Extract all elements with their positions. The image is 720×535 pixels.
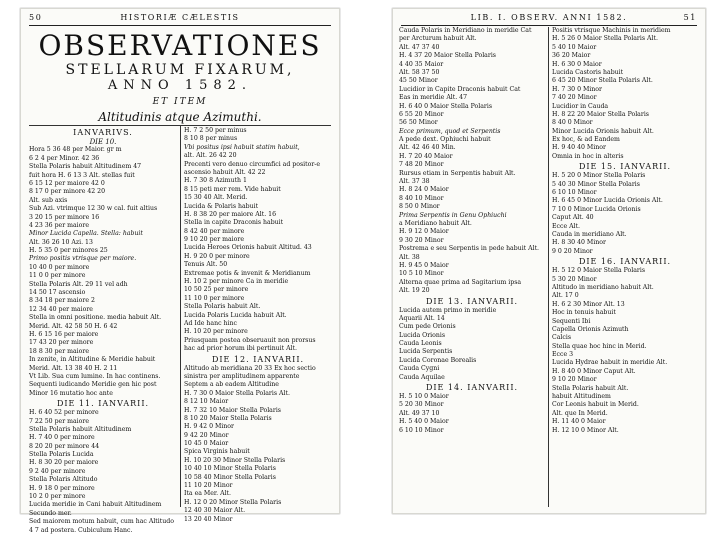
observation-line: Altitudo ab meridiana 20 33 Ex hoc sectio (184, 364, 316, 372)
observation-line: H. 12 10 0 Minor Alt. (552, 426, 619, 434)
observation-line: H. 4 37 20 Maior Stella Polaris (399, 52, 496, 60)
observation-line: Minor Lucida Capella. Stella: habuit (29, 230, 143, 238)
observation-line: H. 7 30 0 Minor (552, 85, 602, 93)
day-heading: IANVARIVS. (73, 128, 133, 137)
observation-line: H. 6 40 52 per minore (29, 409, 99, 417)
observation-line: Precenti vero denuo circumfici ad positor-e (184, 160, 321, 168)
observation-line: Priusquam postea obseruauit non prorsus (184, 336, 316, 344)
left-column-1 (29, 127, 177, 534)
left-running-title: HISTORIÆ CÆLESTIS (120, 13, 240, 22)
observation-line: fuit hora H. 6 13 3 Alt. stellas fuit (29, 171, 135, 179)
observation-line: H. 7 20 40 Maior (399, 152, 453, 160)
day-heading: DIE 11. IANVARII. (56, 399, 150, 409)
observation-line: Stella Polaris Alt. 29 11 vel adh (29, 280, 128, 288)
observation-line: Stella in capite Draconis habuit (184, 219, 284, 227)
observation-line: H. 8 40 0 Minor Caput Alt. (552, 367, 636, 375)
observation-line: Cauda Leonis (399, 340, 442, 348)
observation-line: habuit Altitudinem (552, 393, 611, 401)
observation-line: Cauda in meridiano Alt. (552, 230, 627, 238)
observation-line: 45 50 Minor (399, 77, 438, 85)
observation-line: 10 2 0 per minore (29, 493, 86, 501)
observation-line: Sequenti iudicando Meridie gen hic post (29, 381, 157, 389)
observation-line: 9 42 20 Minor (184, 431, 229, 439)
observation-line: H. 6 45 0 Minor Lucida Orionis Alt. (552, 197, 663, 205)
observation-line: 6 55 20 Minor (399, 110, 444, 118)
observation-line: Ad Ide hanc hinc (184, 319, 237, 327)
observation-line: H. 7 30 8 Azimuth 1 (184, 177, 247, 185)
observation-line: 10 5 10 Minor (399, 270, 444, 278)
observation-line: 5 30 20 Minor (552, 275, 597, 283)
observation-line: Aquarii Alt. 14 (399, 314, 445, 322)
observation-line: 6 15 12 per maiore 42 0 (29, 179, 105, 187)
observation-line: 10 40 10 Minor Stella Polaris (184, 465, 276, 473)
observation-line: H. 8 30 40 Minor (552, 239, 606, 247)
observation-line: 5 40 30 Minor Stella Polaris (552, 180, 640, 188)
observation-line: 6 10 10 Minor (399, 426, 444, 434)
observation-line: 15 30 40 Alt. Merid. (184, 194, 248, 202)
observation-line: 9 10 20 per maiore (184, 236, 245, 244)
observation-line: Alt. 58 37 50 (399, 68, 440, 76)
observation-line: Cauda Cygni (399, 365, 440, 373)
observation-line: Vbi positus ipsi habuit statim habuit, (184, 143, 300, 151)
observation-line: Cauda Polaris in Meridiano in meridie Cat (399, 27, 532, 34)
observation-line: 8 15 peti mer rem. Vide habuit (184, 185, 281, 193)
observation-line: 6 10 10 Minor (552, 189, 597, 197)
observation-line: Alt. 42 46 40 Min. (399, 144, 456, 152)
observation-line: 6 45 20 Minor Stella Polaris Alt. (552, 77, 653, 85)
observation-line: Lucida autem primo in meridie (399, 306, 497, 314)
observation-line: Stella Polaris habuit Altitudinem 47 (29, 163, 142, 171)
observation-line: Lucida meridie in Cani habuit Altitudinem (29, 501, 162, 509)
observation-line: Alt. 37 38 (399, 178, 430, 186)
observation-line: Lucida Castoris habuit (552, 68, 624, 76)
observation-line: 9 2 40 per minore (29, 467, 86, 475)
observation-line: 5 20 30 Minor (399, 401, 444, 409)
day-heading: DIE 16. IANVARII. (578, 257, 672, 267)
observation-line: Positis vtrisque Machinis in meridiem (552, 27, 671, 34)
day-heading: DIE 14. IANVARII. (425, 383, 519, 393)
observation-line: sinistra per amplitudinem apparente (184, 372, 300, 380)
observation-line: 8 34 18 per maiore 2 (29, 297, 95, 305)
observation-line: ascensio habuit Alt. 42 22 (184, 168, 266, 176)
observation-line: Calcis (552, 334, 572, 342)
observation-line: Secundo mer. (29, 509, 72, 517)
right-page-number: 51 (683, 13, 697, 22)
observation-line: Sequenti Ibi (552, 317, 591, 325)
observation-line: H. 5 40 0 Maior (399, 418, 449, 426)
column-divider (548, 27, 549, 507)
observation-line: Stella Polaris Altitudo (29, 476, 98, 484)
observation-line: Cor Leonis habuit in Merid. (552, 401, 639, 409)
observation-line: Lucida Polaris Lucida habuit Alt. (184, 311, 287, 319)
observation-line: Hoc in tenuis habuit (552, 309, 616, 317)
observation-line: 18 8 30 per maiore (29, 347, 90, 355)
observation-line: H. 5 20 0 Minor Stella Polaris (552, 172, 646, 180)
observation-line: In zenite, in Altitudine & Meridie habuit (29, 356, 156, 364)
observation-line: 56 50 Minor (399, 119, 438, 127)
observation-line: 17 43 20 per minore (29, 339, 94, 347)
observation-line: 4 23 36 per maiore (29, 221, 90, 229)
observation-line: 7 22 50 per maiore (29, 417, 90, 425)
observation-line: H. 10 2 per minore Ca in meridie (184, 278, 289, 286)
observation-line: 5 40 10 Maior (552, 43, 597, 51)
observation-line: H. 9 12 0 Maior (399, 228, 449, 236)
observation-line: 7 10 0 Minor Lucida Orionis (552, 205, 641, 213)
observation-line: DIE 10. (89, 138, 117, 146)
observation-line: Alt. 36 26 10 Azi. 13 (29, 238, 93, 246)
observation-line: 8 10 20 Maior Stella Polaris (184, 414, 272, 422)
day-heading: DIE 15. IANVARII. (578, 162, 672, 172)
observation-line: Stella Polaris Lucida (29, 451, 94, 459)
observation-line: Alt. que In Merid. (552, 409, 608, 417)
observation-line: Stella quae hoc hinc in Merid. (552, 342, 647, 350)
observation-line: 9 0 20 Minor (552, 247, 593, 255)
subtitle-anno: ANNO 1582. (107, 78, 253, 93)
observation-line: Spica Virginis habuit (184, 448, 250, 456)
observation-line: Vt Lib. Sua cum lumine. In hac continens. (29, 372, 161, 380)
observation-line: 9 30 20 Minor (399, 236, 444, 244)
observation-line: 9 10 20 Minor (552, 376, 597, 384)
right-column-1 (399, 27, 545, 509)
observation-line: 13 20 40 Minor (184, 515, 233, 523)
column-divider (180, 125, 181, 507)
observation-line: H. 9 42 0 Minor (184, 423, 234, 431)
observation-line: H. 10 20 per minore (184, 328, 248, 336)
observation-line: Lucida Heroes Orionis habuit Altitud. 43 (184, 244, 312, 252)
observation-line: 3 20 15 per minore 16 (29, 213, 100, 221)
observation-line: Lucida Hydrae habuit in meridie Alt. (552, 359, 668, 367)
observation-line: 6 2 4 per Minor. 42 36 (29, 154, 100, 162)
right-column-2 (552, 27, 698, 509)
observation-line: H. 10 20 30 Minor Stella Polaris (184, 456, 286, 464)
observation-line: H. 6 2 30 Minor Alt. 13 (552, 300, 625, 308)
observation-line: H. 8 24 0 Maior (399, 186, 449, 194)
observation-line: H. 9 20 0 per minore (184, 252, 250, 260)
observation-line: H. 7 40 0 per minore (29, 434, 95, 442)
day-heading: DIE 12. IANVARII. (211, 354, 305, 364)
observation-line: 11 10 0 per minore (184, 294, 245, 302)
observation-line: H. 7 30 0 Maior Stella Polaris Alt. (184, 389, 290, 397)
observation-line: H. 5 26 0 Maior Stella Polaris Alt. (552, 35, 658, 43)
observation-line: Stella in omni positione. media habuit Alt. (29, 314, 162, 322)
observation-line: Ecce primum, quod et Serpentis (399, 127, 501, 135)
observation-line: Lucida Orionis (399, 331, 446, 339)
observation-line: 12 40 30 Maior Alt. (184, 507, 246, 515)
observation-line: H. 7 32 10 Maior Stella Polaris (184, 406, 281, 414)
observation-line: Cum pede Orionis (399, 323, 456, 331)
observation-line: 4 7 ad postera. Cubiculum Hanc. (29, 526, 133, 534)
observation-line: Minor Lucida Orionis habuit Alt. (552, 127, 654, 135)
observation-line: Sub Azi. vtrimque 12 30 w cal. fuit altius (29, 205, 158, 213)
observation-line: Lucida & Polaris habuit (184, 202, 259, 210)
observation-line: H. 11 40 0 Maior (552, 418, 606, 426)
observation-line: Ita ea Mer. Alt. (184, 490, 232, 498)
observation-line: 8 17 0 per minore 42 20 (29, 188, 106, 196)
observation-line: Hora 5 36 48 per Maior. gr m (29, 146, 122, 154)
observation-line: 10 45 0 Maior (184, 440, 229, 448)
left-page (20, 8, 340, 534)
observation-line: per Arcturum habuit Alt. (399, 35, 477, 43)
observation-line: Merid. Alt. 42 58 50 H. 6 42 (29, 322, 118, 330)
observation-line: Merid. Alt. 13 38 40 H. 2 11 (29, 364, 118, 372)
observation-line: Ex hoc, & ad Eandem (552, 136, 620, 144)
observation-line: Stella Polaris habuit Alt. (184, 303, 261, 311)
observation-line: 8 40 0 Minor (552, 119, 593, 127)
observation-line: Prima Serpentis in Genu Ophiuchi (399, 211, 507, 219)
observation-line: Lucida Serpentis (399, 348, 453, 356)
observation-line: Cauda Aquilae (399, 373, 445, 381)
observation-line: Ecce Alt. (552, 222, 580, 230)
observation-line: 11 10 20 Minor (184, 482, 233, 490)
observation-line: Caput Alt. 40 (552, 214, 594, 222)
observation-line: 8 40 10 Minor (399, 194, 444, 202)
observation-line: 7 40 20 Minor (552, 94, 597, 102)
left-running-head (29, 13, 331, 26)
observation-line: H. 8 30 20 per maiore (29, 459, 99, 467)
observation-line: Sed maiorem motum habuit, cum hac Altitudo (29, 518, 174, 526)
observation-line: Alterna quae prima ad Sagitarium ipsa (399, 278, 522, 286)
observation-line: 10 58 40 Minor Stella Polaris (184, 473, 276, 481)
observation-line: Rursus etiam in Serpentis habuit Alt. (399, 169, 516, 177)
observation-line: H. 8 22 20 Maior Stella Polaris (552, 110, 649, 118)
observation-line: 8 50 0 Minor (399, 203, 440, 211)
day-heading: DIE 13. IANVARII. (425, 296, 519, 306)
et-item-label: ET ITEM (152, 97, 208, 107)
observation-line: 8 12 10 Maior (184, 398, 229, 406)
observation-line: alt. Alt. 26 42 20 (184, 152, 237, 160)
right-running-head (401, 13, 697, 26)
observation-line: 8 20 20 per minore 44 (29, 442, 100, 450)
observation-line: 10 40 0 per minore (29, 263, 90, 271)
section-title: Altitudinis atque Azimuthi. (98, 110, 262, 124)
right-page (392, 8, 706, 514)
observation-line: Primo positis vtrisque per maiore. (29, 255, 137, 263)
observation-line: H. 9 45 0 Maior (399, 261, 449, 269)
observation-line: Lucidior in Capite Draconis habuit Cat (399, 85, 521, 93)
observation-line: 7 48 20 Minor (399, 161, 444, 169)
observation-line: H. 6 30 0 Maior (552, 60, 602, 68)
observation-line: 14 50 17 ascensio (29, 289, 86, 297)
observation-line: Minor 16 mutatio hoc ante (29, 389, 113, 397)
observation-line: Ecce 3 (552, 351, 574, 359)
main-title: OBSERVATIONES (38, 29, 322, 62)
observation-line: Lucida Coronae Borealis (399, 356, 477, 364)
right-running-title: LIB. I. OBSERV. ANNI 1582. (470, 13, 628, 22)
observation-line: Postrema e seu Serpentis in pede habuit Alt. (399, 245, 540, 253)
observation-line: A pede dext. Ophiuchi habuit (399, 136, 491, 144)
left-column-2 (184, 127, 332, 523)
observation-line: H. 7 2 50 per minus (184, 127, 247, 134)
observation-line: Septem a ab eadem Altitudine (184, 381, 279, 389)
observation-line: Alt. 47 37 40 (399, 43, 440, 51)
observation-line: 36 20 Maior (552, 52, 591, 60)
observation-line: Alt. 19 20 (399, 287, 430, 295)
subtitle-stellarum: STELLARUM FIXARUM, (65, 62, 295, 78)
observation-line: H. 6 40 0 Maior Stella Polaris (399, 102, 493, 110)
observation-line: H. 5 12 0 Maior Stella Polaris (552, 267, 646, 275)
observation-line: H. 5 10 0 Maior (399, 393, 449, 401)
observation-line: H. 6 15 16 per maiore (29, 330, 99, 338)
observation-line: Alt. 17 0 (552, 292, 579, 300)
observation-line: H. 5 35 0 per minores 25 (29, 247, 108, 255)
observation-line: Lucidior in Cauda (552, 102, 609, 110)
observation-line: 8 42 40 per minore (184, 227, 245, 235)
observation-line: Omnia in hoc in alteris (552, 152, 624, 160)
observation-line: hac ad prior horum ibi pertinuit Alt. (184, 345, 297, 353)
observation-line: Stella Polaris habuit Alt. (552, 384, 629, 392)
observation-line: 8 10 8 per minus (184, 135, 238, 143)
observation-line: Alt. sub axis (29, 196, 68, 204)
observation-line: 4 40 35 Maior (399, 60, 444, 68)
observation-line: Alt. 49 37 10 (399, 409, 440, 417)
observation-line: 11 0 0 per minore (29, 272, 86, 280)
observation-line: Extremae potis & invenit & Meridianum (184, 269, 311, 277)
observation-line: Alt. 38 (399, 253, 420, 261)
observation-line: Capella Orionis Azimuth (552, 325, 629, 333)
observation-line: Altitudo in meridiano habuit Alt. (552, 283, 654, 291)
observation-line: a Meridiano habuit Alt. (399, 219, 472, 227)
observation-line: Eas in meridie Alt. 47 (399, 94, 468, 102)
observation-line: H. 9 18 0 per minore (29, 484, 95, 492)
observation-line: 10 50 25 per minore (184, 286, 249, 294)
observation-line: H. 9 40 40 Minor (552, 144, 606, 152)
observation-line: 12 34 40 per maiore (29, 305, 93, 313)
observation-line: Stella Polaris habuit Altitudinem (29, 425, 132, 433)
observation-line: Tenuis Alt. 50 (184, 261, 228, 269)
observation-line: H. 12 0 20 Minor Stella Polaris (184, 498, 282, 506)
observation-line: H. 8 38 20 per maiore Alt. 16 (184, 210, 277, 218)
left-page-number: 50 (29, 13, 43, 22)
